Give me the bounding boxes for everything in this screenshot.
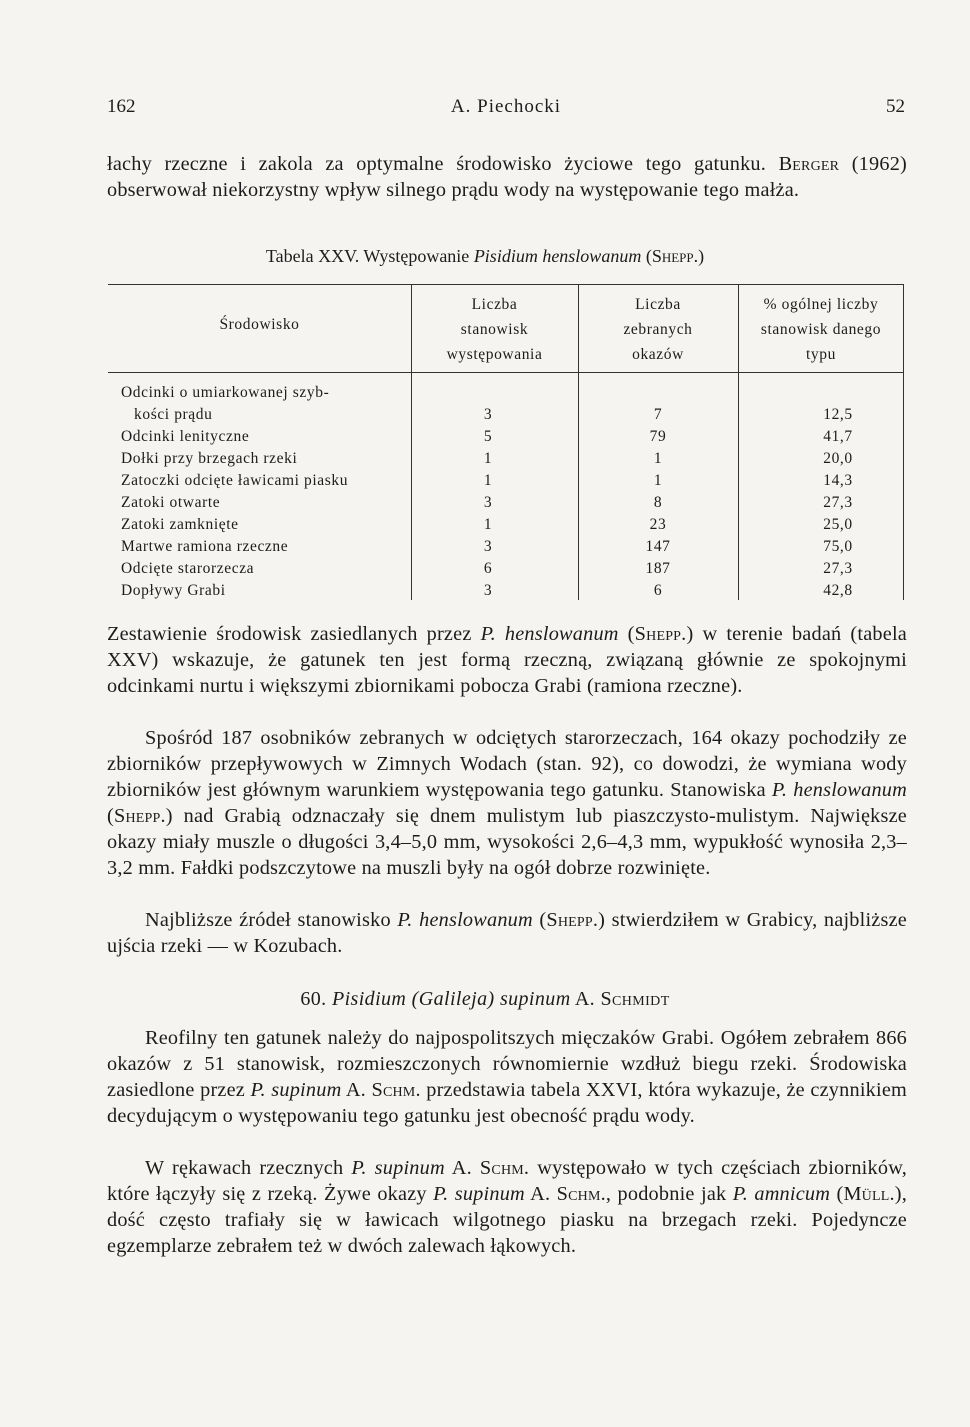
header-line: zebranych — [623, 321, 693, 338]
species-name: P. henslowanum — [480, 623, 619, 645]
sites-cell: 6 — [483, 560, 493, 577]
percent-cell: 75,0 — [823, 538, 853, 555]
header-line: Liczba — [471, 296, 518, 313]
header-line: występowania — [446, 346, 543, 363]
locality-paragraph — [107, 907, 907, 959]
text: ) w terenie badań (tabela XXV) wskazuje, że gatunek ten jest formą rzeczną, związaną głównie ze spokojnymi odcinkami nurtu i większymi zbiornikami pobocza Grabi (ramiona rzeczne). — [107, 623, 908, 697]
section-number: 60. — [300, 988, 332, 1010]
section-heading — [0, 988, 970, 1011]
percent-cell: 41,7 — [823, 428, 853, 445]
author-name: Schm. — [556, 1183, 606, 1205]
habitat-name: Odcinki o umiarkowanej szyb- — [121, 384, 330, 401]
header-line: stanowisk danego — [760, 321, 882, 338]
text: Reofilny ten gatunek należy do najpospolitszych mięczaków Grabi. Ogółem zebrałem 866 okazów z 51 stanowisk, rozmieszczonych równomiernie wzdłuż biegu rzeki. Środowiska zasiedlone przez — [107, 1027, 907, 1101]
species-name: P. supinum — [433, 1183, 525, 1205]
habitat-name: Odcinki lenityczne — [121, 428, 250, 445]
text: , podobnie jak — [605, 1183, 733, 1205]
sites-cell: 5 — [483, 428, 493, 445]
table-top-rule — [108, 284, 904, 285]
running-author: A. Piechocki — [450, 96, 562, 117]
intro-text-cont: (1962) obserwował niekorzystny wpływ silnego prądu wody na występowanie tego małża. — [107, 153, 907, 201]
table-row — [108, 536, 904, 558]
sites-cell: 3 — [483, 494, 493, 511]
text: przedstawia tabela XXVI, która wykazuje, że czynnikiem decydującym o występowaniu tego gatunku jest obecność prądu wody. — [107, 1079, 908, 1127]
table-body — [108, 382, 904, 602]
header-line: stanowisk — [460, 321, 529, 338]
table-row — [108, 558, 904, 580]
table-caption — [0, 246, 970, 267]
text: Zestawienie środowisk zasiedlanych przez — [107, 623, 481, 645]
text: W rękawach rzecznych — [145, 1157, 352, 1179]
text: występowało w tych częściach zbiorników, które łączyły się z rzeką. Żywe okazy — [107, 1157, 907, 1205]
specimens-cell: 1 — [653, 472, 663, 489]
header-sites — [411, 292, 578, 367]
species-name: P. henslowanum — [397, 909, 533, 931]
header-line: Liczba — [635, 296, 681, 313]
specimens-cell: 6 — [653, 582, 663, 599]
table-row — [108, 514, 904, 536]
caption-paren: ( — [641, 246, 652, 266]
supinum-paragraph — [107, 1025, 907, 1129]
species-name: P. supinum — [351, 1157, 445, 1179]
header-line: okazów — [632, 346, 684, 363]
page-reference: 52 — [886, 96, 905, 117]
habitat-name: Dopływy Grabi — [121, 582, 226, 599]
habitats-paragraph — [107, 1155, 907, 1259]
text: A. — [570, 988, 601, 1010]
text: ) nad Grabią odznaczały się dnem mulistym lub piaszczysto-mulistym. Największe okazy miały muszle o długości 3,4–5,0 mm, wysokości 2,6–4,3 mm, wypukłość wynosiła 2,3–3,2 mm. Fałdki podszczytowe na muszli były na ogół dobrze rozwinięte. — [107, 805, 907, 879]
intro-text: łachy rzeczne i zakola za optymalne środowisko życiowe tego gatunku. — [107, 153, 779, 175]
author-name: Shepp. — [546, 909, 599, 931]
author-name: Schmidt — [600, 988, 670, 1010]
summary-paragraph — [107, 621, 907, 699]
percent-cell: 20,0 — [823, 450, 853, 467]
subgenus-species: (Galileja) supinum — [406, 988, 571, 1010]
species-name: P. henslowanum — [771, 779, 907, 801]
habitat-name-cont: kości prądu — [134, 406, 213, 423]
percent-cell: 12,5 — [823, 406, 853, 423]
species-name: P. amnicum — [732, 1183, 831, 1205]
percent-cell: 42,8 — [823, 582, 853, 599]
table-row — [108, 492, 904, 514]
page-number: 162 — [107, 96, 136, 117]
sites-cell: 3 — [483, 406, 493, 423]
species-name: P. supinum — [250, 1079, 342, 1101]
header-habitat: Środowisko — [219, 316, 300, 333]
specimens-paragraph — [107, 725, 907, 881]
author-name: Schm. — [479, 1157, 530, 1179]
sites-cell: 3 — [483, 538, 493, 555]
specimens-cell: 187 — [645, 560, 671, 577]
percent-cell: 25,0 — [823, 516, 853, 533]
header-specimens — [578, 292, 738, 367]
habitat-name: Zatoczki odcięte ławicami piasku — [121, 472, 349, 489]
habitat-name: Martwe ramiona rzeczne — [121, 538, 289, 555]
caption-author: Shepp. — [651, 246, 699, 266]
percent-cell: 14,3 — [823, 472, 853, 489]
habitat-name: Odcięte starorzecza — [121, 560, 255, 577]
table-row — [108, 580, 904, 602]
sites-cell: 1 — [483, 472, 493, 489]
table-row — [108, 426, 904, 448]
header-line: typu — [806, 346, 836, 363]
text: ( — [107, 805, 114, 827]
author-name: Müll. — [843, 1183, 895, 1205]
header-percent — [738, 292, 904, 367]
genus-name: Pisidium — [331, 988, 407, 1010]
author-name: Berger — [778, 153, 840, 175]
habitat-table — [108, 284, 904, 600]
text: Spośród 187 osobników zebranych w odciętych starorzeczach, 164 okazy pochodziły ze zbiorników przepływowych w Zimnych Wodach (stan. 92), co dowodzi, że wymiana wody zbiorników jest głównym warunkiem występowania tego gatunku. Stanowiska — [107, 727, 907, 801]
sites-cell: 3 — [483, 582, 493, 599]
author-name: Shepp. — [113, 805, 166, 827]
table-row — [108, 470, 904, 492]
author-name: Schm. — [371, 1079, 421, 1101]
table-row — [108, 382, 904, 426]
text: A. — [341, 1079, 372, 1101]
habitat-name: Zatoki zamknięte — [121, 516, 239, 533]
specimens-cell: 7 — [653, 406, 663, 423]
caption-prefix: Tabela XXV. Występowanie — [265, 246, 474, 266]
specimens-cell: 8 — [653, 494, 663, 511]
text: ( — [532, 909, 547, 931]
habitat-name: Dołki przy brzegach rzeki — [121, 450, 298, 467]
habitat-name: Zatoki otwarte — [121, 494, 221, 511]
text: ), dość często trafiały się w ławicach wilgotnego piasku na brzegach rzeki. Pojedyncze egzemplarze zebrałem też w dwóch zalewach łąkowych. — [107, 1183, 907, 1257]
table-row — [108, 448, 904, 470]
header-line: % ogólnej liczby — [763, 296, 879, 313]
percent-cell: 27,3 — [823, 560, 853, 577]
sites-cell: 1 — [483, 450, 493, 467]
text: ( — [618, 623, 635, 645]
text: Najbliższe źródeł stanowisko — [145, 909, 398, 931]
caption-species: Pisidium henslowanum — [473, 246, 642, 266]
specimens-cell: 147 — [645, 538, 671, 555]
specimens-cell: 23 — [649, 516, 667, 533]
caption-paren-close: ) — [698, 246, 705, 266]
running-header — [107, 96, 905, 126]
text: A. — [444, 1157, 480, 1179]
percent-cell: 27,3 — [823, 494, 853, 511]
author-name: Shepp. — [634, 623, 687, 645]
intro-paragraph — [107, 151, 907, 203]
table-header-rule — [108, 372, 904, 373]
text: ) stwierdziłem w Grabicy, najbliższe ujścia rzeki — w Kozubach. — [107, 909, 907, 957]
specimens-cell: 79 — [649, 428, 667, 445]
sites-cell: 1 — [483, 516, 493, 533]
text: ( — [830, 1183, 844, 1205]
text: A. — [524, 1183, 557, 1205]
specimens-cell: 1 — [653, 450, 663, 467]
